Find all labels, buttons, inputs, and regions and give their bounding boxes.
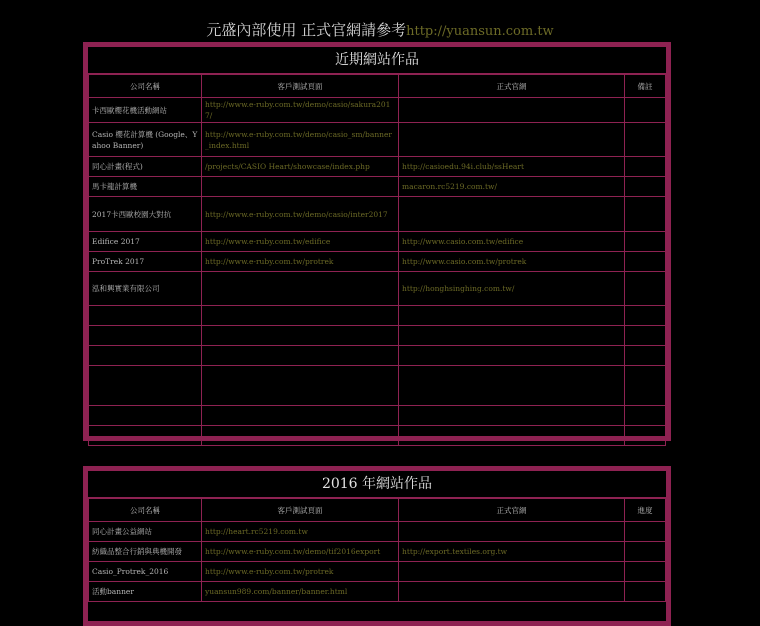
table-row [89,123,666,157]
cell-official [399,98,625,123]
company-text: 2017卡西歐校園大對抗 [92,209,172,219]
cell-official [399,582,625,602]
test-link[interactable]: http://www.e-ruby.com.tw/edifice [205,237,331,246]
cell-test [202,123,399,157]
official-link[interactable]: http://www.casio.com.tw/edifice [402,237,524,246]
table-row [89,426,666,446]
test-link[interactable]: yuansun989.com/banner/banner.html [205,587,348,596]
table-row [89,346,666,366]
cell-company [89,582,202,602]
cell-official [399,426,625,446]
cell-note [625,157,666,177]
cell-test [202,197,399,232]
test-link[interactable]: http://www.e-ruby.com.tw/protrek [205,257,334,266]
cell-test [202,157,399,177]
official-link[interactable]: http://www.casio.com.tw/protrek [402,257,527,266]
cell-test [202,582,399,602]
official-link[interactable]: http://casioedu.94i.club/ssHeart [402,162,524,171]
table-row [89,522,666,542]
cell-note [625,306,666,326]
page-title [0,19,760,40]
official-link[interactable]: http://honghsinghing.com.tw/ [402,284,515,293]
cell-note [625,252,666,272]
page-title-text: 元盛內部使用 正式官網請參考 [206,21,407,39]
table-row [89,272,666,306]
cell-company [89,406,202,426]
col-progress: 進度 [625,499,666,522]
company-text: 活動banner [92,587,134,596]
test-link[interactable]: /projects/CASIO Heart/showcase/index.php [205,162,370,171]
company-text: 同心計畫(程式) [92,162,143,171]
cell-company [89,157,202,177]
cell-company [89,522,202,542]
table-row [89,177,666,197]
cell-test [202,562,399,582]
works-2016-table [88,498,666,602]
cell-official [399,157,625,177]
company-text: Casio_Protrek_2016 [92,567,169,576]
works-2016-title: 2016 年網站作品 [88,471,666,498]
company-text: Edifice 2017 [92,237,140,246]
table-row [89,326,666,346]
cell-note [625,98,666,123]
cell-test [202,98,399,123]
cell-note [625,542,666,562]
cell-company [89,542,202,562]
cell-official [399,326,625,346]
cell-test [202,252,399,272]
col-test-page: 客戶測試頁面 [202,499,399,522]
test-link[interactable]: http://www.e-ruby.com.tw/demo/tif2016export [205,547,381,556]
cell-official [399,252,625,272]
cell-official [399,123,625,157]
cell-note [625,197,666,232]
col-official-site: 正式官網 [399,75,625,98]
official-link[interactable]: http://export.textiles.org.tw [402,547,508,556]
cell-company [89,197,202,232]
cell-note [625,177,666,197]
cell-company [89,98,202,123]
cell-note [625,582,666,602]
table-row [89,366,666,406]
company-text: 同心計畫公益網站 [92,527,152,536]
cell-company [89,272,202,306]
cell-company [89,426,202,446]
company-text: 馬卡龍計算機 [92,182,137,191]
cell-company [89,123,202,157]
cell-test [202,306,399,326]
cell-note [625,346,666,366]
test-link[interactable]: http://www.e-ruby.com.tw/demo/casio/sakura2017/ [205,100,391,120]
official-site-link[interactable]: http://yuansun.com.tw [406,24,554,39]
cell-official [399,522,625,542]
cell-company [89,252,202,272]
works-2016-panel [83,466,671,626]
cell-company [89,562,202,582]
test-link[interactable]: http://heart.rc5219.com.tw [205,527,308,536]
company-text: Casio 櫻花計算機 (Google、Yahoo Banner) [92,129,198,150]
recent-works-table [88,74,666,446]
table-row [89,98,666,123]
col-company: 公司名稱 [89,75,202,98]
cell-test [202,542,399,562]
recent-works-title: 近期網站作品 [88,47,666,74]
table-row [89,306,666,326]
company-text: 卡西歐櫻花機活動網站 [92,105,167,115]
table-row [89,542,666,562]
cell-company [89,346,202,366]
cell-test [202,346,399,366]
cell-test [202,177,399,197]
cell-note [625,522,666,542]
cell-official [399,177,625,197]
cell-company [89,326,202,346]
cell-test [202,272,399,306]
table-row [89,406,666,426]
col-company: 公司名稱 [89,499,202,522]
cell-test [202,522,399,542]
cell-company [89,306,202,326]
cell-official [399,346,625,366]
col-note: 備註 [625,75,666,98]
table-row [89,252,666,272]
cell-note [625,232,666,252]
cell-test [202,326,399,346]
cell-company [89,177,202,197]
cell-official [399,197,625,232]
cell-note [625,562,666,582]
company-text: ProTrek 2017 [92,257,145,266]
official-link[interactable]: macaron.rc5219.com.tw/ [402,182,497,191]
cell-official [399,562,625,582]
recent-works-panel [83,42,671,441]
company-text: 紡織品整合行銷與典機開發 [92,547,182,556]
test-link[interactable]: http://www.e-ruby.com.tw/demo/casio/inter2017 [205,209,388,219]
cell-official [399,232,625,252]
cell-note [625,406,666,426]
cell-note [625,326,666,346]
cell-company [89,366,202,406]
col-official-site: 正式官網 [399,499,625,522]
cell-note [625,272,666,306]
cell-company [89,232,202,252]
cell-official [399,542,625,562]
col-test-page: 客戶測試頁面 [202,75,399,98]
cell-official [399,272,625,306]
cell-official [399,306,625,326]
table-row [89,232,666,252]
table-row [89,157,666,177]
table-row [89,582,666,602]
test-link[interactable]: http://www.e-ruby.com.tw/protrek [205,567,334,576]
company-text: 泓和興實業有限公司 [92,284,160,293]
cell-official [399,406,625,426]
cell-test [202,406,399,426]
table-row [89,562,666,582]
cell-note [625,366,666,406]
cell-official [399,366,625,406]
test-link[interactable]: http://www.e-ruby.com.tw/demo/casio_sm/banner_index.html [205,129,393,150]
cell-test [202,232,399,252]
table-row [89,197,666,232]
cell-test [202,366,399,406]
cell-note [625,426,666,446]
cell-note [625,123,666,157]
cell-test [202,426,399,446]
